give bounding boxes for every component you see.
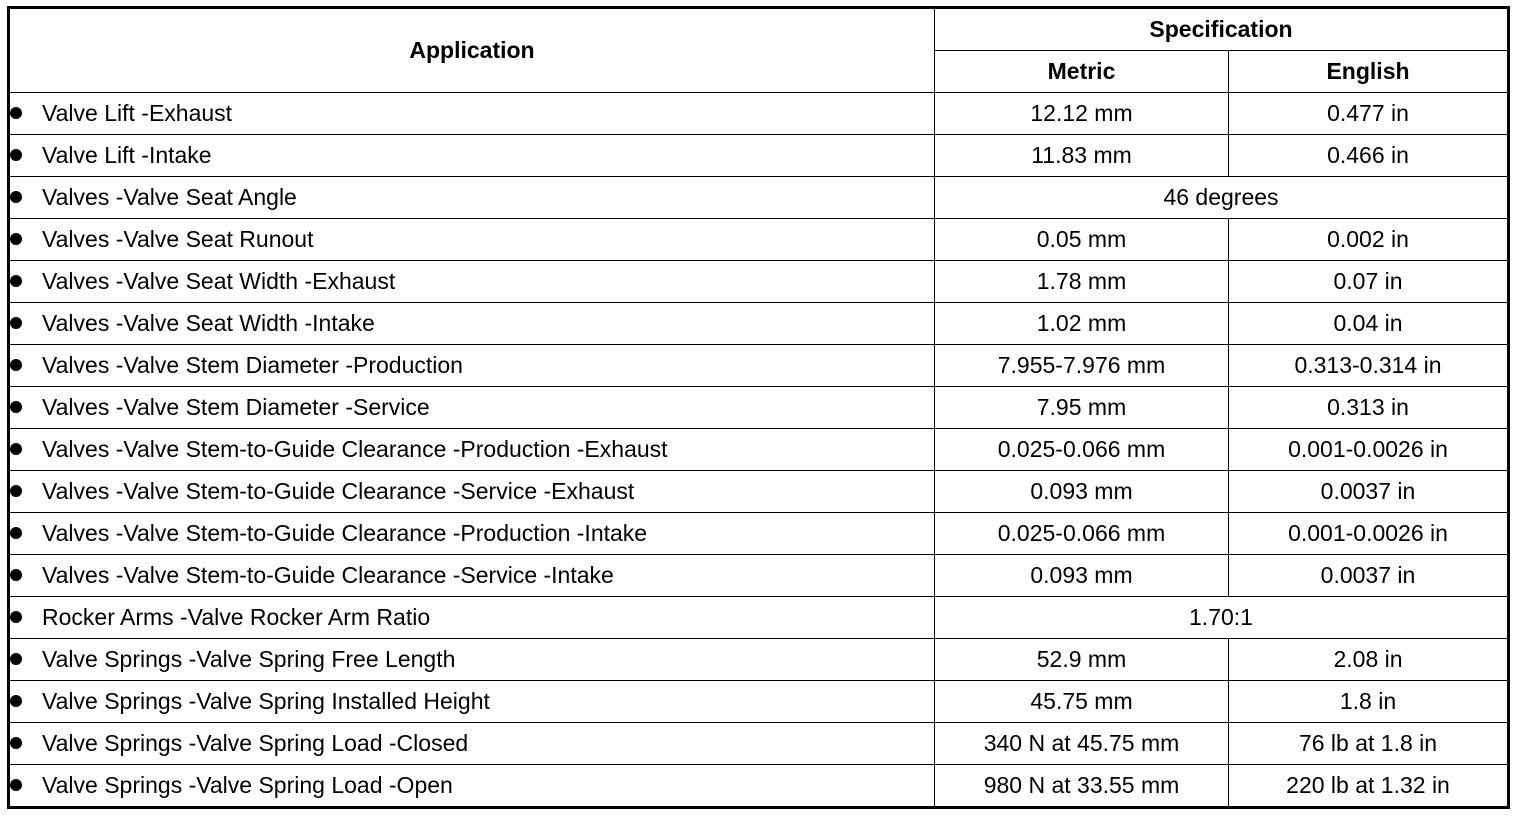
bullet-icon bbox=[10, 569, 22, 581]
english-value-cell: 0.0037 in bbox=[1229, 555, 1509, 597]
header-row-top bbox=[9, 8, 1509, 51]
application-label: Valve Springs -Valve Spring Free Length bbox=[42, 646, 456, 672]
bullet-icon bbox=[10, 401, 22, 413]
application-label: Rocker Arms -Valve Rocker Arm Ratio bbox=[42, 604, 431, 630]
metric-value-cell: 1.02 mm bbox=[935, 303, 1229, 345]
metric-value-cell: 45.75 mm bbox=[935, 681, 1229, 723]
metric-header: Metric bbox=[935, 51, 1229, 93]
metric-value-cell: 340 N at 45.75 mm bbox=[935, 723, 1229, 765]
bullet-icon bbox=[10, 107, 22, 119]
application-label: Valves -Valve Seat Width -Intake bbox=[42, 310, 375, 336]
bullet-icon bbox=[10, 611, 22, 623]
application-cell bbox=[9, 429, 935, 471]
application-label: Valves -Valve Stem-to-Guide Clearance -Production -Intake bbox=[42, 520, 648, 546]
english-value-cell: 0.477 in bbox=[1229, 93, 1509, 135]
english-value-cell: 0.04 in bbox=[1229, 303, 1509, 345]
metric-value-cell: 0.025-0.066 mm bbox=[935, 429, 1229, 471]
application-cell bbox=[9, 723, 935, 765]
application-cell bbox=[9, 261, 935, 303]
metric-value-cell: 7.955-7.976 mm bbox=[935, 345, 1229, 387]
application-label: Valve Lift -Exhaust bbox=[42, 100, 233, 126]
bullet-icon bbox=[10, 191, 22, 203]
bullet-icon bbox=[10, 275, 22, 287]
bullet-icon bbox=[10, 443, 22, 455]
table-row bbox=[9, 765, 1509, 808]
english-value-cell: 0.0037 in bbox=[1229, 471, 1509, 513]
bullet-icon bbox=[10, 233, 22, 245]
table-row bbox=[9, 513, 1509, 555]
english-value-cell: 0.002 in bbox=[1229, 219, 1509, 261]
table-row bbox=[9, 723, 1509, 765]
application-cell bbox=[9, 93, 935, 135]
application-cell bbox=[9, 135, 935, 177]
english-value-cell: 0.466 in bbox=[1229, 135, 1509, 177]
table-row bbox=[9, 387, 1509, 429]
english-header: English bbox=[1229, 51, 1509, 93]
metric-value-cell: 52.9 mm bbox=[935, 639, 1229, 681]
english-value-cell: 0.001-0.0026 in bbox=[1229, 513, 1509, 555]
english-value-cell: 1.8 in bbox=[1229, 681, 1509, 723]
bullet-icon bbox=[10, 485, 22, 497]
table-row bbox=[9, 93, 1509, 135]
application-header: Application bbox=[9, 8, 935, 93]
application-label: Valves -Valve Stem Diameter -Service bbox=[42, 394, 430, 420]
specification-header: Specification bbox=[935, 8, 1509, 51]
table-row bbox=[9, 303, 1509, 345]
table-body bbox=[9, 93, 1509, 808]
table-row bbox=[9, 681, 1509, 723]
application-label: Valves -Valve Seat Angle bbox=[42, 184, 297, 210]
english-value-cell: 0.07 in bbox=[1229, 261, 1509, 303]
english-value-cell: 0.001-0.0026 in bbox=[1229, 429, 1509, 471]
application-label: Valve Springs -Valve Spring Load -Closed bbox=[42, 730, 469, 756]
combined-value-cell: 46 degrees bbox=[935, 177, 1509, 219]
metric-value-cell: 0.093 mm bbox=[935, 471, 1229, 513]
application-cell bbox=[9, 387, 935, 429]
table-row bbox=[9, 219, 1509, 261]
metric-value-cell: 12.12 mm bbox=[935, 93, 1229, 135]
application-label: Valves -Valve Seat Width -Exhaust bbox=[42, 268, 396, 294]
english-value-cell: 2.08 in bbox=[1229, 639, 1509, 681]
table-row bbox=[9, 429, 1509, 471]
application-cell bbox=[9, 471, 935, 513]
english-value-cell: 76 lb at 1.8 in bbox=[1229, 723, 1509, 765]
application-cell bbox=[9, 303, 935, 345]
application-cell bbox=[9, 513, 935, 555]
bullet-icon bbox=[10, 149, 22, 161]
application-label: Valve Springs -Valve Spring Load -Open bbox=[42, 772, 453, 798]
metric-value-cell: 0.093 mm bbox=[935, 555, 1229, 597]
application-cell bbox=[9, 765, 935, 808]
application-cell bbox=[9, 219, 935, 261]
table-row bbox=[9, 555, 1509, 597]
table-row bbox=[9, 177, 1509, 219]
metric-value-cell: 980 N at 33.55 mm bbox=[935, 765, 1229, 808]
metric-value-cell: 11.83 mm bbox=[935, 135, 1229, 177]
application-cell bbox=[9, 177, 935, 219]
application-label: Valves -Valve Stem-to-Guide Clearance -Production -Exhaust bbox=[42, 436, 668, 462]
table-row bbox=[9, 345, 1509, 387]
metric-value-cell: 0.025-0.066 mm bbox=[935, 513, 1229, 555]
bullet-icon bbox=[10, 779, 22, 791]
english-value-cell: 0.313 in bbox=[1229, 387, 1509, 429]
application-cell bbox=[9, 345, 935, 387]
bullet-icon bbox=[10, 317, 22, 329]
application-label: Valves -Valve Stem-to-Guide Clearance -Service -Exhaust bbox=[42, 478, 635, 504]
metric-value-cell: 1.78 mm bbox=[935, 261, 1229, 303]
bullet-icon bbox=[10, 737, 22, 749]
table-header bbox=[9, 8, 1509, 93]
metric-value-cell: 0.05 mm bbox=[935, 219, 1229, 261]
application-label: Valve Lift -Intake bbox=[42, 142, 212, 168]
application-label: Valve Springs -Valve Spring Installed Height bbox=[42, 688, 490, 714]
application-cell bbox=[9, 597, 935, 639]
table-row bbox=[9, 597, 1509, 639]
application-label: Valves -Valve Stem Diameter -Production bbox=[42, 352, 463, 378]
specification-table bbox=[7, 6, 1510, 809]
bullet-icon bbox=[10, 695, 22, 707]
english-value-cell: 0.313-0.314 in bbox=[1229, 345, 1509, 387]
table-row bbox=[9, 261, 1509, 303]
combined-value-cell: 1.70:1 bbox=[935, 597, 1509, 639]
application-cell bbox=[9, 681, 935, 723]
table-row bbox=[9, 471, 1509, 513]
english-value-cell: 220 lb at 1.32 in bbox=[1229, 765, 1509, 808]
table-row bbox=[9, 639, 1509, 681]
application-label: Valves -Valve Stem-to-Guide Clearance -Service -Intake bbox=[42, 562, 614, 588]
metric-value-cell: 7.95 mm bbox=[935, 387, 1229, 429]
bullet-icon bbox=[10, 527, 22, 539]
application-cell bbox=[9, 555, 935, 597]
application-label: Valves -Valve Seat Runout bbox=[42, 226, 314, 252]
table-row bbox=[9, 135, 1509, 177]
application-cell bbox=[9, 639, 935, 681]
bullet-icon bbox=[10, 653, 22, 665]
bullet-icon bbox=[10, 359, 22, 371]
